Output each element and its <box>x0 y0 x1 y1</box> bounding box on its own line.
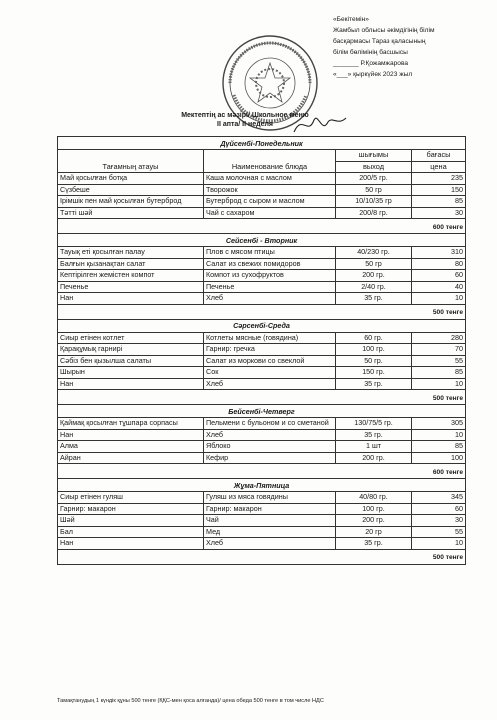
dish-name-kz: Нан <box>58 538 204 550</box>
dish-name-kz: Кептірілген жемістен компот <box>58 270 204 282</box>
dish-name-kz: Гарнир: макарон <box>58 503 204 515</box>
day-total-row <box>58 549 466 564</box>
header-price-top: бағасы <box>412 150 466 162</box>
dish-price: 150 <box>412 184 466 196</box>
dish-name-ru: Котлеты мясные (говядина) <box>204 332 336 344</box>
dish-yield: 100 гр. <box>336 344 412 356</box>
day-heading-row <box>58 405 466 418</box>
dish-price: 30 <box>412 515 466 527</box>
dish-name-kz: Алма <box>58 441 204 453</box>
dish-name-kz: Сүзбеше <box>58 184 204 196</box>
dish-name-kz: Қарақұмық гарнирі <box>58 344 204 356</box>
approval-line: «___» қыркүйек 2023 жыл <box>333 71 413 78</box>
dish-yield: 60 гр. <box>336 332 412 344</box>
dish-name-ru: Мед <box>204 526 336 538</box>
dish-name-ru: Гуляш из мяса говядины <box>204 492 336 504</box>
dish-name-ru: Гарнир: макарон <box>204 503 336 515</box>
table-row <box>58 538 466 550</box>
dish-name-kz: Қаймақ қосылған тұшпара сорпасы <box>58 418 204 430</box>
dish-yield: 130/75/5 гр. <box>336 418 412 430</box>
dish-yield: 20 гр <box>336 526 412 538</box>
header-price-bottom: цена <box>412 161 466 173</box>
dish-yield: 1 шт <box>336 441 412 453</box>
table-row <box>58 503 466 515</box>
day-total: 500 тенге <box>58 549 466 564</box>
table-row <box>58 441 466 453</box>
table-row <box>58 196 466 208</box>
table-row <box>58 344 466 356</box>
dish-yield: 35 гр. <box>336 429 412 441</box>
approval-line: _______ Р.Қожамжарова <box>333 60 409 67</box>
dish-name-ru: Плов с мясом птицы <box>204 247 336 259</box>
dish-price: 10 <box>412 293 466 305</box>
dish-price: 85 <box>412 441 466 453</box>
menu-title-line2: II апта/ II неделя <box>217 121 273 128</box>
dish-price: 70 <box>412 344 466 356</box>
header-yield-bottom: выход <box>336 161 412 173</box>
dish-price: 10 <box>412 429 466 441</box>
approval-line: басқармасы Тараз қаласының <box>333 38 426 45</box>
day-title: Жұма-Пятница <box>58 479 466 492</box>
dish-name-ru: Каша молочная с маслом <box>204 173 336 185</box>
dish-yield: 35 гр. <box>336 378 412 390</box>
day-total: 600 тенге <box>58 464 466 479</box>
dish-name-ru: Салат из моркови со свеклой <box>204 355 336 367</box>
dish-name-ru: Гарнир: гречка <box>204 344 336 356</box>
dish-yield: 200 гр. <box>336 515 412 527</box>
table-row <box>58 367 466 379</box>
dish-yield: 100 гр. <box>336 503 412 515</box>
dish-name-kz: Бал <box>58 526 204 538</box>
day-heading-row <box>58 479 466 492</box>
dish-yield: 35 гр. <box>336 293 412 305</box>
table-row <box>58 270 466 282</box>
dish-yield: 200/8 гр. <box>336 207 412 219</box>
dish-price: 10 <box>412 378 466 390</box>
dish-yield: 10/10/35 гр <box>336 196 412 208</box>
dish-name-ru: Чай <box>204 515 336 527</box>
dish-price: 345 <box>412 492 466 504</box>
table-row <box>58 378 466 390</box>
dish-price: 310 <box>412 247 466 259</box>
table-row <box>58 452 466 464</box>
dish-name-ru: Печенье <box>204 281 336 293</box>
table-row <box>58 207 466 219</box>
dish-name-kz: Шәй <box>58 515 204 527</box>
menu-title <box>150 111 340 129</box>
dish-yield: 40/230 гр. <box>336 247 412 259</box>
day-title: Дүйсенбі-Понедельник <box>58 137 466 150</box>
dish-yield: 35 гр. <box>336 538 412 550</box>
dish-name-ru: Хлеб <box>204 293 336 305</box>
dish-price: 55 <box>412 355 466 367</box>
dish-price: 55 <box>412 526 466 538</box>
dish-name-ru: Яблоко <box>204 441 336 453</box>
dish-yield: 150 гр. <box>336 367 412 379</box>
footer-note: Тамақтанудың 1 күндік құны 500 тенге (ҚҚС-мен қоса алғанда)/ цена обеда 500 тенге в том числе НДС <box>57 698 324 704</box>
table-row <box>58 258 466 270</box>
dish-name-kz: Нан <box>58 293 204 305</box>
dish-yield: 50 гр <box>336 258 412 270</box>
dish-name-kz: Шырын <box>58 367 204 379</box>
dish-name-ru: Творожок <box>204 184 336 196</box>
day-title: Сейсенбі - Вторник <box>58 234 466 247</box>
dish-name-kz: Тауық еті қосылған палау <box>58 247 204 259</box>
dish-price: 100 <box>412 452 466 464</box>
dish-name-ru: Бутерброд с сыром и маслом <box>204 196 336 208</box>
dish-price: 60 <box>412 270 466 282</box>
table-row <box>58 332 466 344</box>
dish-price: 60 <box>412 503 466 515</box>
dish-name-kz: Нан <box>58 378 204 390</box>
dish-name-ru: Пельмени с бульоном и со сметаной <box>204 418 336 430</box>
day-heading-row <box>58 137 466 150</box>
dish-price: 10 <box>412 538 466 550</box>
dish-yield: 200 гр. <box>336 270 412 282</box>
table-row <box>58 293 466 305</box>
day-heading-row <box>58 234 466 247</box>
table-row <box>58 247 466 259</box>
dish-price: 280 <box>412 332 466 344</box>
dish-name-ru: Хлеб <box>204 429 336 441</box>
dish-name-kz: Сиыр етінен котлет <box>58 332 204 344</box>
dish-yield: 200/5 гр. <box>336 173 412 185</box>
dish-name-ru: Салат из свежих помидоров <box>204 258 336 270</box>
dish-name-kz: Сиыр етінен гуляш <box>58 492 204 504</box>
dish-name-ru: Сок <box>204 367 336 379</box>
dish-name-kz: Ірімшік пен май қосылған бутерброд <box>58 196 204 208</box>
day-title: Сәрсенбі-Среда <box>58 319 466 332</box>
dish-price: 305 <box>412 418 466 430</box>
dish-name-kz: Тәтті шәй <box>58 207 204 219</box>
day-total-row <box>58 219 466 234</box>
dish-name-ru: Чай с сахаром <box>204 207 336 219</box>
approval-line: Жамбыл облысы әкімдігінің білім <box>333 27 435 34</box>
dish-yield: 200 гр. <box>336 452 412 464</box>
dish-price: 85 <box>412 367 466 379</box>
day-total-row <box>58 304 466 319</box>
menu-table <box>57 136 466 565</box>
table-row <box>58 281 466 293</box>
table-row <box>58 355 466 367</box>
dish-name-kz: Печенье <box>58 281 204 293</box>
dish-price: 40 <box>412 281 466 293</box>
dish-name-ru: Кефир <box>204 452 336 464</box>
day-total: 500 тенге <box>58 304 466 319</box>
day-total-row <box>58 464 466 479</box>
table-row <box>58 515 466 527</box>
dish-name-kz: Балғын қызанақтан салат <box>58 258 204 270</box>
header-name-kz: Тағамның атауы <box>58 150 204 173</box>
header-row <box>58 150 466 162</box>
day-total: 500 тенге <box>58 390 466 405</box>
dish-name-ru: Хлеб <box>204 538 336 550</box>
dish-price: 80 <box>412 258 466 270</box>
dish-name-kz: Сәбіз бен қызылша салаты <box>58 355 204 367</box>
dish-name-kz: Нан <box>58 429 204 441</box>
table-row <box>58 418 466 430</box>
menu-title-line1: Мектептің ас мәзірі/ Школьное меню <box>181 112 309 119</box>
day-total: 600 тенге <box>58 219 466 234</box>
day-title: Бейсенбі-Четверг <box>58 405 466 418</box>
dish-yield: 50 гр <box>336 184 412 196</box>
table-row <box>58 429 466 441</box>
day-total-row <box>58 390 466 405</box>
header-yield-top: шығымы <box>336 150 412 162</box>
dish-price: 235 <box>412 173 466 185</box>
approval-block <box>333 14 493 80</box>
table-row <box>58 492 466 504</box>
approval-line: «Бекітемін» <box>333 16 369 23</box>
dish-price: 85 <box>412 196 466 208</box>
dish-name-kz: Май қосылған ботқа <box>58 173 204 185</box>
dish-name-kz: Айран <box>58 452 204 464</box>
day-heading-row <box>58 319 466 332</box>
table-row <box>58 173 466 185</box>
approval-line: білім бөлімінің басшысы <box>333 49 408 56</box>
dish-yield: 40/80 гр. <box>336 492 412 504</box>
table-row <box>58 526 466 538</box>
dish-name-ru: Хлеб <box>204 378 336 390</box>
dish-name-ru: Компот из сухофруктов <box>204 270 336 282</box>
header-name-ru: Наименование блюда <box>204 150 336 173</box>
dish-yield: 50 гр. <box>336 355 412 367</box>
dish-yield: 2/40 гр. <box>336 281 412 293</box>
table-row <box>58 184 466 196</box>
dish-price: 30 <box>412 207 466 219</box>
